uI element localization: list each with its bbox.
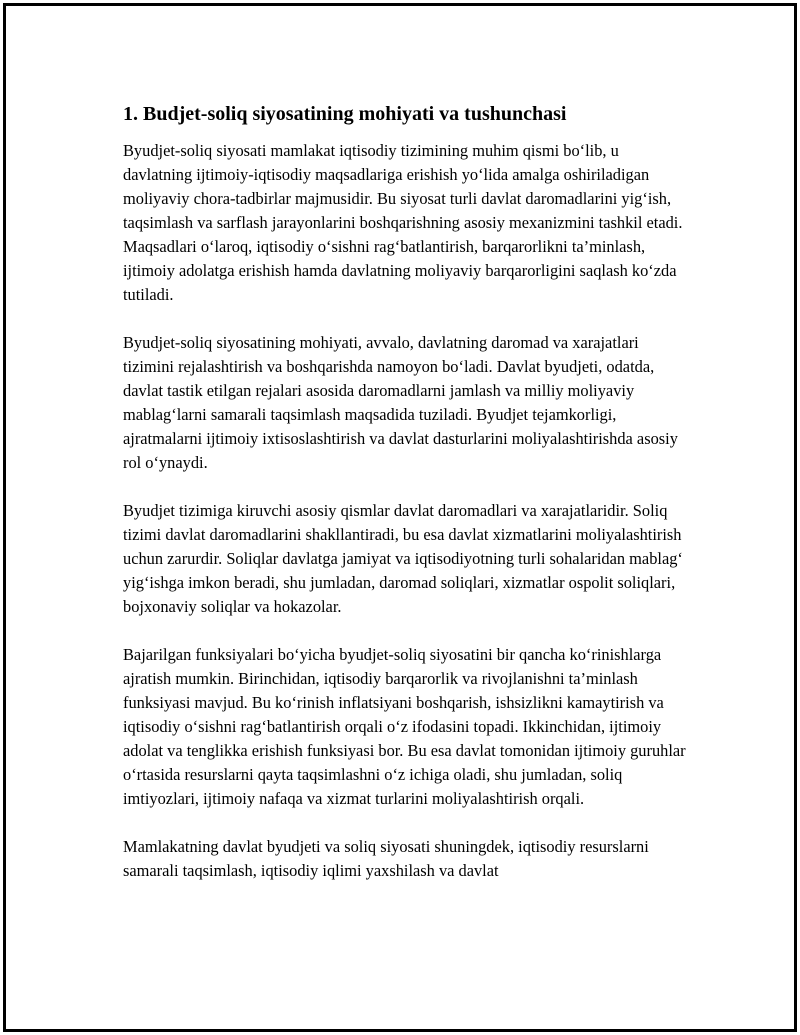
- page-frame: [3, 3, 797, 1032]
- paragraph-4: Bajarilgan funksiyalari bo‘yicha byudjet-soliq siyosatini bir qancha ko‘rinishlarga ajratish mumkin. Birinchidan, iqtisodiy barqarorlik va rivojlanishni ta’minlash funksiyasi mavjud. Bu ko‘rinish inflatsiyani boshqarish, ishsizlikni kamaytirish va iqtisodiy o‘sishni rag‘batlantirish orqali o‘z ifodasini topadi. Ikkinchidan, ijtimoiy adolat va tenglikka erishish funksiyasi bor. Bu esa davlat tomonidan ijtimoiy guruhlar o‘rtasida resurslarni qayta taqsimlashni o‘z ichiga oladi, shu jumladan, soliq imtiyozlari, ijtimoiy nafaqa va xizmat turlarini moliyalashtirish orqali.: [123, 645, 686, 808]
- paragraph-1: Byudjet-soliq siyosati mamlakat iqtisodiy tizimining muhim qismi bo‘lib, u davlatning ijtimoiy-iqtisodiy maqsadlariga erishish yo‘lida amalga oshiriladigan moliyaviy chora-tadbirlar majmusidir. Bu siyosat turli davlat daromadlarini yig‘ish, taqsimlash va sarflash jarayonlarini boshqarishning asosiy mexanizmini tashkil etadi. Maqsadlari o‘laroq, iqtisodiy o‘sishni rag‘batlantirish, barqarorlikni ta’minlash, ijtimoiy adolatga erishish hamda davlatning moliyaviy barqarorligini saqlash ko‘zda tutiladi.: [123, 141, 683, 304]
- paragraph-3: Byudjet tizimiga kiruvchi asosiy qismlar davlat daromadlari va xarajatlaridir. Soliq tizimi davlat daromadlarini shakllantiradi, bu esa davlat xizmatlarini moliyalashtirish uchun zarurdir. Soliqlar davlatga jamiyat va iqtisodiyotning turli sohalaridan mablag‘ yig‘ishga imkon beradi, shu jumladan, daromad soliqlari, xizmatlar ospolit soliqlari, bojxonaviy soliqlar va hokazolar.: [123, 501, 683, 616]
- document-body: [123, 100, 688, 907]
- paragraph-2: Byudjet-soliq siyosatining mohiyati, avvalo, davlatning daromad va xarajatlari tizimini rejalashtirish va boshqarishda namoyon bo‘ladi. Davlat byudjeti, odatda, davlat tastik etilgan rejalari asosida daromadlarni jamlash va milliy moliyaviy mablag‘larni samarali taqsimlash maqsadida tuziladi. Byudjet tejamkorligi, ajratmalarni ijtimoiy ixtisoslashtirish va davlat dasturlarini moliyalashtirishda asosiy rol o‘ynaydi.: [123, 333, 678, 472]
- paragraph-5: Mamlakatning davlat byudjeti va soliq siyosati shuningdek, iqtisodiy resurslarni samarali taqsimlash, iqtisodiy iqlimi yaxshilash va davlat: [123, 837, 649, 880]
- section-heading: 1. Budjet-soliq siyosatining mohiyati va tushunchasi: [123, 103, 567, 125]
